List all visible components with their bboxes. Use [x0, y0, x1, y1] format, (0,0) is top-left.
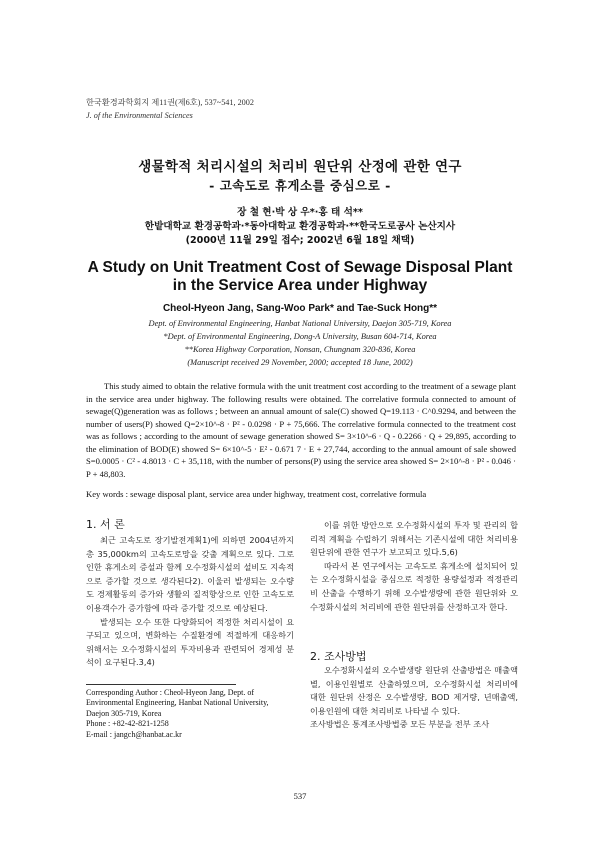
affiliation-2: *Dept. of Environmental Engineering, Dong-A University, Busan 604-714, Korea	[163, 332, 437, 341]
english-title-line1: A Study on Unit Treatment Cost of Sewage Disposal Plant	[87, 259, 513, 276]
footnote	[86, 688, 286, 740]
english-title-line2: in the Service Area under Highway	[172, 277, 428, 294]
footnote-rule	[86, 684, 236, 685]
abstract	[86, 380, 516, 480]
corresponding-author: Corresponding Author : Cheol-Hyeon Jang, Dept. of Environmental Engineering, Hanbat National University, Daejon 305-719, Korea	[86, 688, 269, 718]
affiliation-1: Dept. of Environmental Engineering, Hanbat National University, Daejon 305-719, Korea	[148, 319, 452, 328]
method-paragraph-1: 오수정화시설의 오수발생량 원단위 산출방법은 매출액별, 이용인원별로 산출하였으며, 오수정화시설 처리비에 대한 원단위 산정은 오수발생량, BOD 제거량, 년매출액, 이용인원에 대한 처리비로 나타낼 수 있다.	[310, 665, 518, 716]
right-column-body	[310, 519, 518, 614]
korean-authors: 장 철 현·박 상 우*·홍 태 석**	[237, 207, 363, 218]
section-heading-introduction: 1. 서 론	[86, 518, 125, 531]
right-paragraph-2: 따라서 본 연구에서는 고속도로 휴게소에 설치되어 있는 오수정화시설을 중심으로 적정한 용량설정과 적정관리비 산출을 수행하기 위해 오수발생량에 관한 원단위와 오수정화시설의 처리비에 관한 원단위를 산정하고자 한다.	[310, 560, 518, 612]
intro-paragraph-1: 최근 고속도로 장기발전계획1)에 의하면 2004년까지 총 35,000km의 고속도로망을 갖출 계획으로 있다. 그로 인한 휴게소의 증설과 함께 오수정화시설의 설비도 지속적으로 증가할 것으로 생각된다2). 이울러 발생되는 오수량도 경제활동의 증가와 생활의 질적향상으로 인한 고속도로 이용객수가 증가함에 따라 증가할 것으로 예상된다.	[86, 535, 294, 613]
phone: Phone : +82-42-821-1258	[86, 719, 169, 729]
korean-affiliations: 한밭대학교 환경공학과·*동아대학교 환경공학과·**한국도로공사 논산지사	[144, 221, 456, 232]
method-body	[310, 664, 518, 732]
abstract-text: This study aimed to obtain the relative formula with the unit treatment cost according to the treatment of a sewage plant in the service area under highway. The following results were obtained. The correlative formula connected to amount of sewage(Q)generation was as follows ; between an annual amount of sale(C) showed Q=19.113 · C^0.9294, and between the number of users(P) showed Q=2×10^-8 · P² - 0.0298 · P + 75,666. The correlative formula connected to the treatment cost was as follows ; according to the amount of sewage generation showed S= 3×10^-6 · Q - 0.2266 · Q + 29,895, according to the elimination of BOD(E) showed S= 6×10^-5 · E² - 0.671 7 · E + 27,744, according to the annual amount of sale showed S=0.0005 · C² - 4.8013 · C + 35,118, with the number of persons(P) using the service area showed S= 2×10^-8 · P² - 0.046 · P + 48,803.	[86, 381, 516, 479]
page-number: 537	[293, 791, 307, 801]
journal-citation: 한국환경과학회지 제11권(제6호), 537~541, 2002	[86, 98, 254, 107]
intro-paragraph-2: 발생되는 오수 또한 다양화되어 적정한 처리시설이 요구되고 있으며, 변화하는 수질환경에 적절하게 대응하기 위해서는 오수정화시설의 투자비용과 관련되어 경제성 분석이 요구된다.3,4)	[86, 616, 294, 668]
journal-name: J. of the Environmental Sciences	[86, 111, 193, 120]
right-paragraph-1: 이를 위한 방안으로 오수정화시설의 투자 및 관리의 합리적 계획을 수립하기 위해서는 기존시설에 대한 처리비용 원단위에 관한 연구가 보고되고 있다.5,6)	[310, 520, 518, 558]
left-column-body	[86, 534, 294, 670]
email: E-mail : jangch@hanbat.ac.kr	[86, 729, 182, 739]
affiliation-3: **Korea Highway Corporation, Nonsan, Chungnam 320-836, Korea	[184, 345, 416, 354]
english-authors: Cheol-Hyeon Jang, Sang-Woo Park* and Tae-Suck Hong**	[162, 303, 438, 314]
affiliation-4: (Manuscript received 29 November, 2000; accepted 18 June, 2002)	[187, 358, 413, 367]
korean-subtitle: - 고속도로 휴게소를 중심으로 -	[209, 178, 391, 193]
method-paragraph-2: 조사방법은 통계조사방법중 모든 부분을 전부 조사	[310, 719, 490, 730]
korean-received: (2000년 11월 29일 접수; 2002년 6월 18일 채택)	[185, 235, 415, 246]
section-heading-method: 2. 조사방법	[310, 650, 367, 663]
keywords: Key words : sewage disposal plant, service area under highway, treatment cost, correlative formula	[86, 489, 427, 499]
korean-title: 생물학적 처리시설의 처리비 원단위 산정에 관한 연구	[138, 159, 462, 175]
